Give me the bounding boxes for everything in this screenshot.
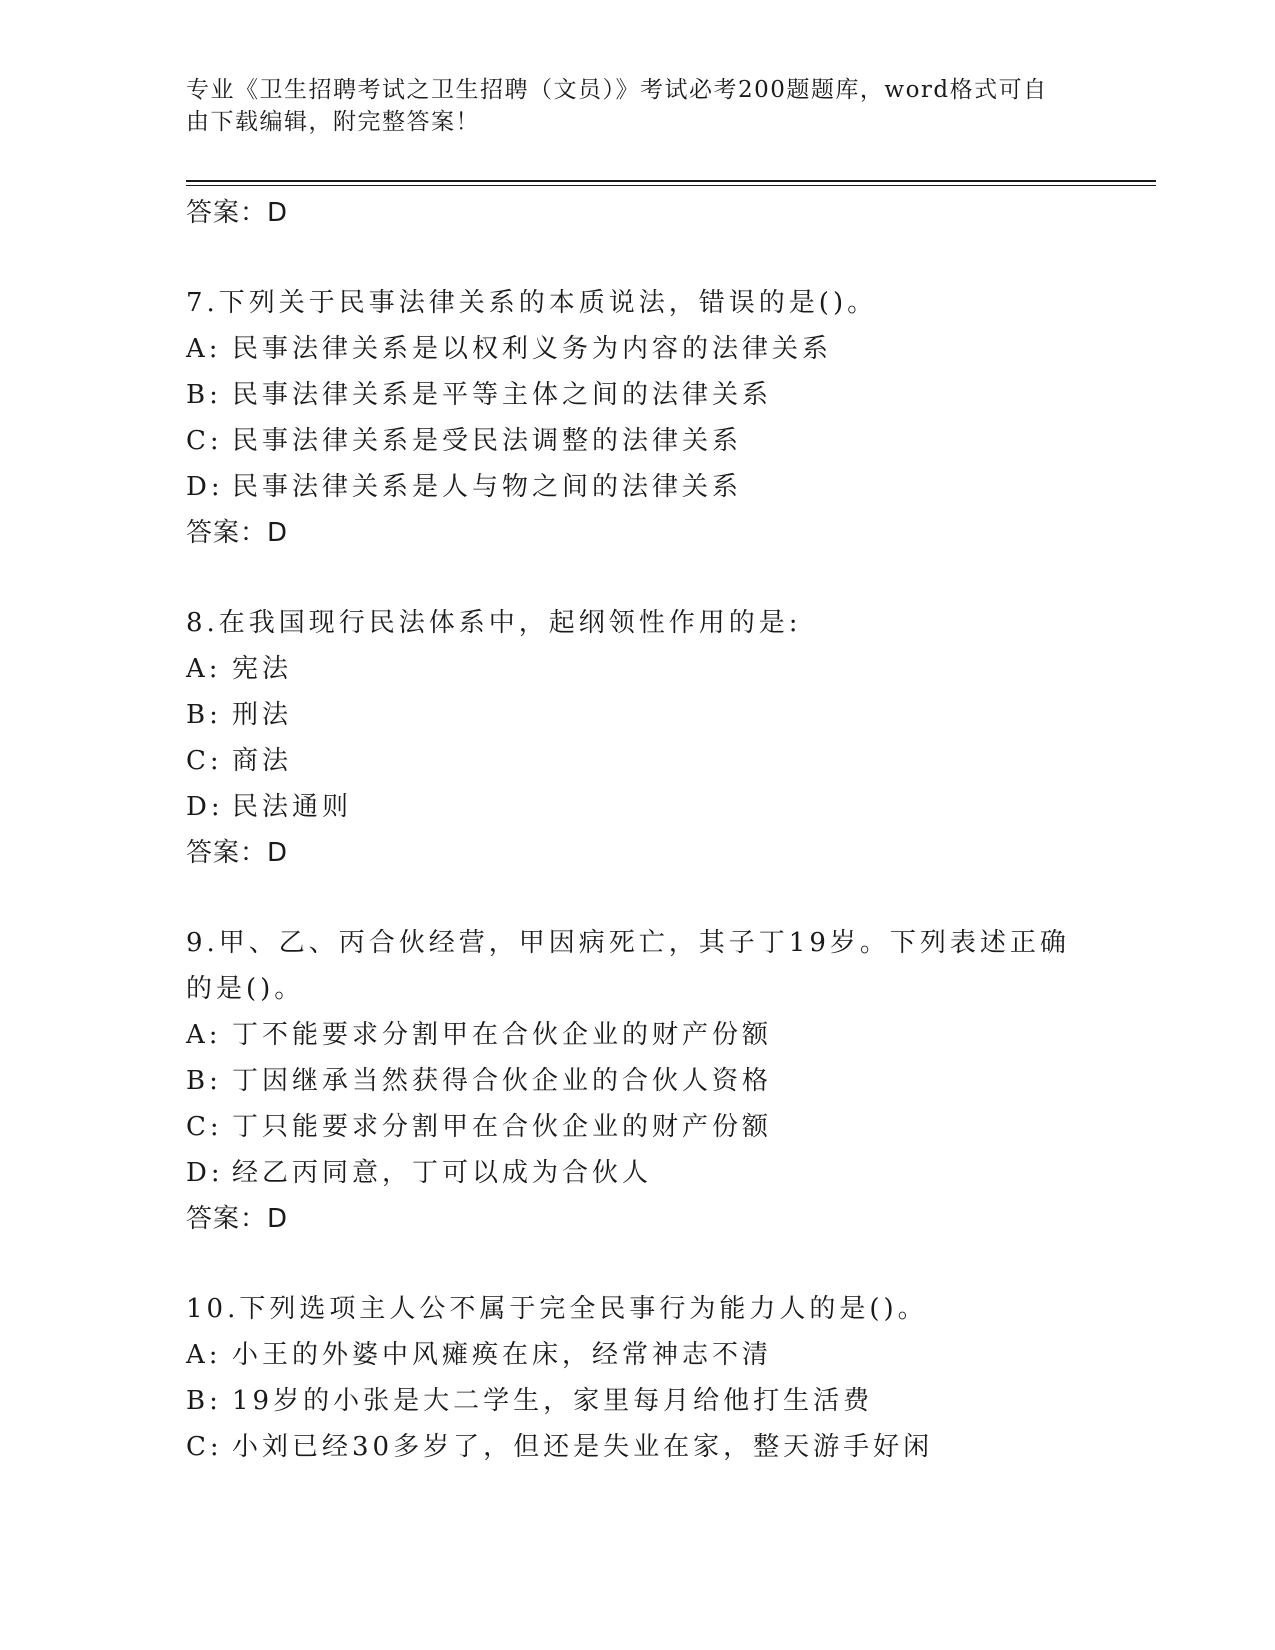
question-block bbox=[186, 280, 1086, 556]
option-a bbox=[186, 326, 1086, 372]
question-block bbox=[186, 600, 1086, 876]
question-block bbox=[186, 1286, 1086, 1470]
option-text: 丁因继承当然获得合伙企业的合伙人资格 bbox=[232, 1066, 773, 1096]
option-letter: D: bbox=[186, 1158, 224, 1188]
option-letter: B: bbox=[186, 1386, 222, 1416]
option-letter: B: bbox=[186, 1066, 222, 1096]
option-d bbox=[186, 1150, 1086, 1196]
question-block bbox=[186, 920, 1086, 1242]
spacer bbox=[186, 1242, 1086, 1286]
answer-line: 答案：D bbox=[186, 198, 289, 228]
header-divider-thick bbox=[186, 180, 1156, 182]
option-b bbox=[186, 372, 1086, 418]
option-c bbox=[186, 1104, 1086, 1150]
option-a bbox=[186, 646, 1086, 692]
option-d bbox=[186, 784, 1086, 830]
option-text: 民事法律关系是以权利义务为内容的法律关系 bbox=[232, 334, 833, 364]
option-d bbox=[186, 464, 1086, 510]
option-letter: A: bbox=[186, 1340, 222, 1370]
option-letter: B: bbox=[186, 380, 222, 410]
question-list bbox=[186, 190, 1086, 1470]
option-a bbox=[186, 1012, 1086, 1058]
header-line-2: 由下载编辑，附完整答案！ bbox=[186, 109, 480, 135]
option-letter: C: bbox=[186, 746, 223, 776]
answer-line: 答案：D bbox=[186, 518, 289, 548]
answer-line: 答案：D bbox=[186, 838, 289, 868]
option-b bbox=[186, 692, 1086, 738]
option-b bbox=[186, 1378, 1086, 1424]
option-c bbox=[186, 418, 1086, 464]
option-b bbox=[186, 1058, 1086, 1104]
option-c bbox=[186, 738, 1086, 784]
option-text: 丁只能要求分割甲在合伙企业的财产份额 bbox=[232, 1112, 773, 1142]
option-letter: A: bbox=[186, 334, 222, 364]
option-letter: C: bbox=[186, 1112, 223, 1142]
option-text: 宪法 bbox=[232, 654, 293, 684]
option-text: 商法 bbox=[232, 746, 293, 776]
option-text: 民事法律关系是平等主体之间的法律关系 bbox=[232, 380, 773, 410]
option-letter: C: bbox=[186, 426, 223, 456]
option-letter: A: bbox=[186, 1020, 222, 1050]
question-stem: 10.下列选项主人公不属于完全民事行为能力人的是()。 bbox=[186, 1294, 928, 1324]
option-letter: D: bbox=[186, 472, 224, 502]
header-divider-thin bbox=[186, 185, 1156, 186]
option-text: 民事法律关系是人与物之间的法律关系 bbox=[232, 472, 743, 502]
option-text: 小刘已经30多岁了，但还是失业在家，整天游手好闲 bbox=[232, 1432, 934, 1462]
question-stem: 7.下列关于民事法律关系的本质说法，错误的是()。 bbox=[186, 288, 878, 318]
header-line-1: 专业《卫生招聘考试之卫生招聘（文员）》考试必考200题题库，word格式可自 bbox=[186, 77, 1048, 103]
spacer bbox=[186, 236, 1086, 280]
option-letter: D: bbox=[186, 792, 224, 822]
question-stem: 9.甲、乙、丙合伙经营，甲因病死亡，其子丁19岁。下列表述正确的是()。 bbox=[186, 928, 1070, 1004]
option-text: 19岁的小张是大二学生，家里每月给他打生活费 bbox=[232, 1386, 874, 1416]
document-header bbox=[186, 74, 1066, 138]
option-letter: C: bbox=[186, 1432, 223, 1462]
option-a bbox=[186, 1332, 1086, 1378]
option-letter: B: bbox=[186, 700, 222, 730]
answer-line: 答案：D bbox=[186, 1204, 289, 1234]
question-stem: 8.在我国现行民法体系中，起纲领性作用的是: bbox=[186, 608, 802, 638]
option-text: 丁不能要求分割甲在合伙企业的财产份额 bbox=[232, 1020, 773, 1050]
spacer bbox=[186, 556, 1086, 600]
option-text: 经乙丙同意，丁可以成为合伙人 bbox=[232, 1158, 653, 1188]
spacer bbox=[186, 876, 1086, 920]
option-text: 民事法律关系是受民法调整的法律关系 bbox=[232, 426, 743, 456]
option-text: 刑法 bbox=[232, 700, 293, 730]
option-letter: A: bbox=[186, 654, 222, 684]
option-c bbox=[186, 1424, 1086, 1470]
option-text: 小王的外婆中风瘫痪在床，经常神志不清 bbox=[232, 1340, 773, 1370]
option-text: 民法通则 bbox=[232, 792, 353, 822]
